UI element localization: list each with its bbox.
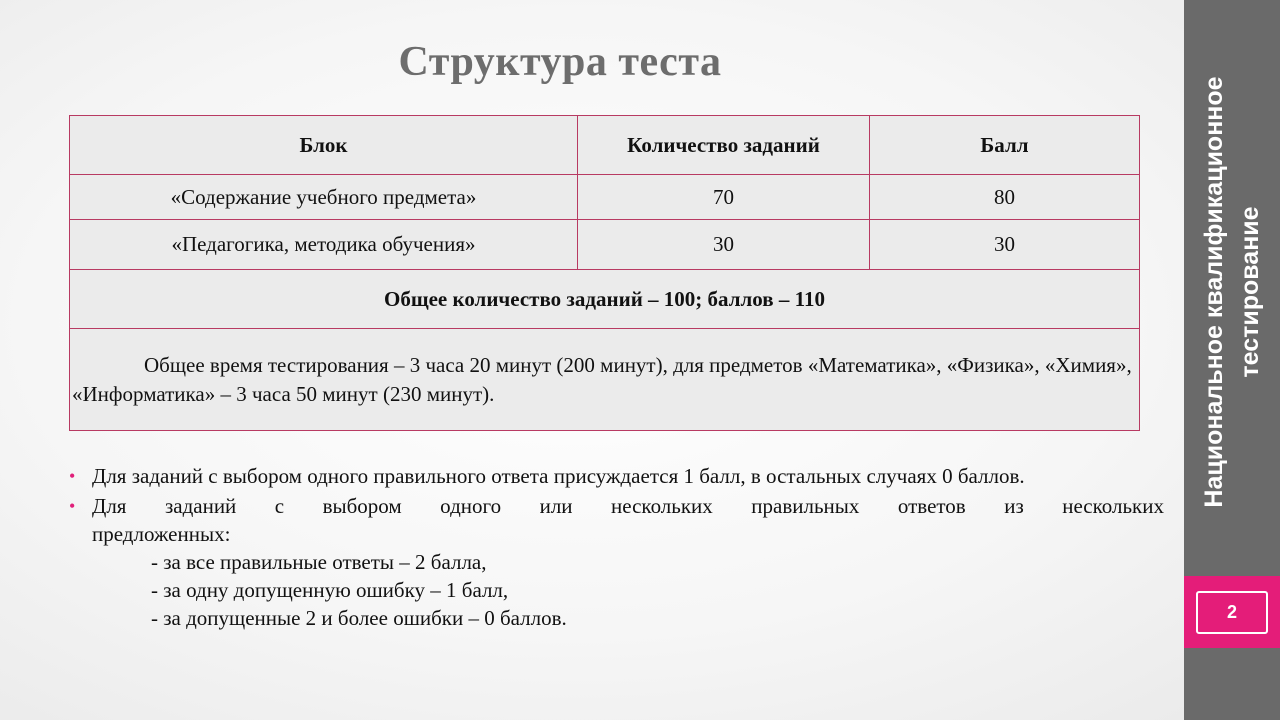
header-cell-score: Балл bbox=[870, 116, 1140, 175]
note-row bbox=[70, 329, 1140, 431]
note-text: Общее время тестирования – 3 часа 20 минут (200 минут), для предметов «Математика», «Физика», «Химия», «Информатика» – 3 часа 50 минут (230 минут). bbox=[72, 352, 1132, 406]
bullet-list bbox=[69, 462, 1164, 632]
summary-cell: Общее количество заданий – 100; баллов – 110 bbox=[70, 270, 1140, 329]
bullet-text: Для заданий с выбором одного правильного ответа присуждается 1 балл, в остальных случаях 0 баллов. bbox=[92, 464, 1025, 488]
bullet-dot-icon: • bbox=[69, 496, 76, 516]
sub-list-item: - за допущенные 2 и более ошибки – 0 баллов. bbox=[151, 606, 567, 630]
test-structure-table bbox=[69, 115, 1140, 431]
bullet-text-line: Для заданий с выбором одного или нескольких правильных ответов из нескольких bbox=[92, 494, 1164, 518]
cell-task-count: 70 bbox=[578, 175, 870, 220]
sub-list-item: - за одну допущенную ошибку – 1 балл, bbox=[151, 578, 509, 602]
sub-list-item: - за все правильные ответы – 2 балла, bbox=[151, 550, 487, 574]
page-number: 2 bbox=[1196, 591, 1268, 634]
bullet-item bbox=[69, 492, 1164, 632]
cell-block: «Педагогика, методика обучения» bbox=[70, 220, 578, 270]
cell-score: 80 bbox=[870, 175, 1140, 220]
note-cell bbox=[70, 329, 1140, 431]
cell-task-count: 30 bbox=[578, 220, 870, 270]
table-header-row bbox=[70, 116, 1140, 175]
table-row bbox=[70, 175, 1140, 220]
bullet-item bbox=[69, 462, 1164, 490]
slide-title: Структура теста bbox=[398, 39, 722, 85]
sidebar-title-wrap bbox=[1184, 0, 1280, 580]
bullet-dot-icon: • bbox=[69, 466, 76, 486]
summary-row bbox=[70, 270, 1140, 329]
cell-block: «Содержание учебного предмета» bbox=[70, 175, 578, 220]
cell-score: 30 bbox=[870, 220, 1140, 270]
bullet-text-line: предложенных: bbox=[92, 522, 231, 546]
table-row bbox=[70, 220, 1140, 270]
sidebar-title: Национальное квалификационное тестирование bbox=[1200, 76, 1264, 508]
header-cell-task-count: Количество заданий bbox=[578, 116, 870, 175]
header-cell-block: Блок bbox=[70, 116, 578, 175]
